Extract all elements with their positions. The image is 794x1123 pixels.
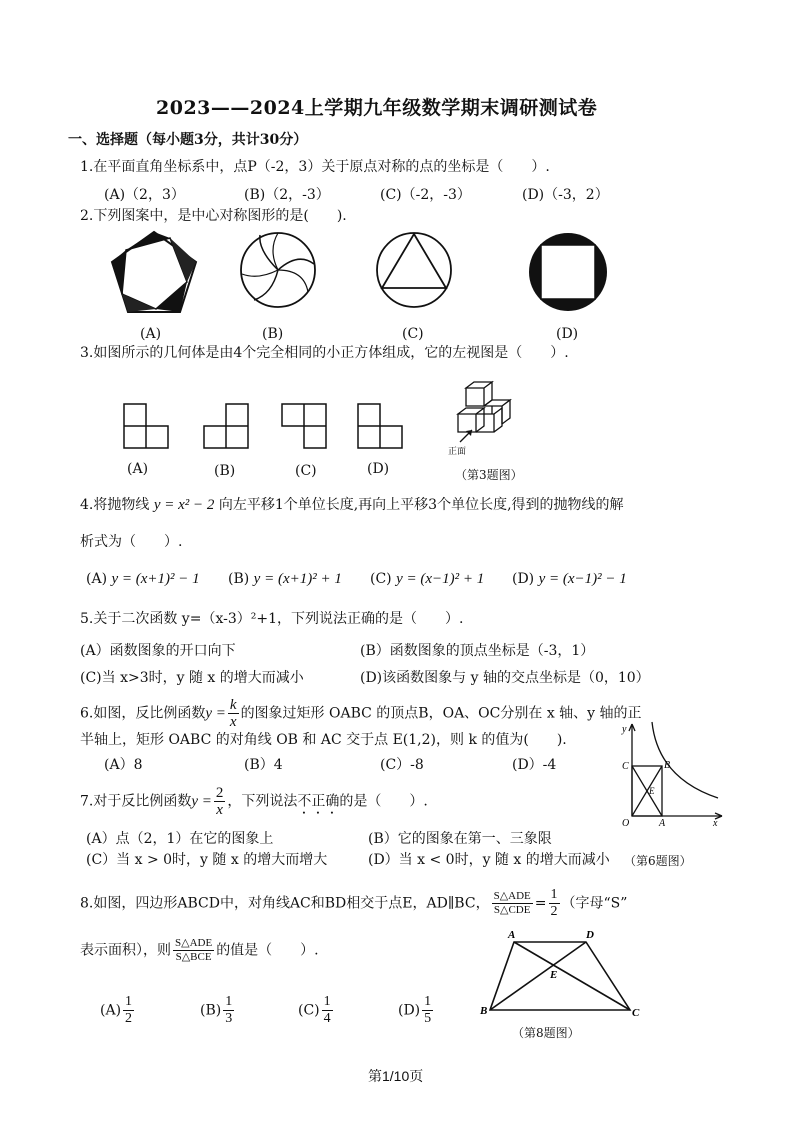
q3-front-label: 正面 [448,447,467,457]
q4-stem-b: 向左平移1个单位长度,再向上平移3个单位长度,得到的抛物线的解 [218,497,624,513]
q2-figure-d [526,230,610,314]
q4-option-b-label: (B) [228,571,250,587]
q4-option-b [228,570,342,588]
q1-stem: 1.在平面直角坐标系中，点P（-2，3）关于原点对称的点的坐标是（ ）. [80,159,550,175]
q6-fig-y: y [622,724,627,735]
q8-ratio2-num: S△ADE [175,937,213,949]
q4-stem-line1 [80,496,624,514]
q6-option-b: (B）4 [244,757,283,773]
q6-fig-b: B [664,760,671,771]
q8-option-c [298,994,335,1027]
q8-option-d [398,994,435,1027]
q4-option-d [512,570,627,588]
q6-frac-num: k [229,697,237,713]
q8-ratio1-den: S△CDE [493,904,531,916]
q8-option-b-den: 3 [225,1011,233,1026]
q3-view-a [122,402,170,450]
q5-stem: 5.关于二次函数 y=（x-3）²+1，下列说法正确的是（ ）. [80,611,464,627]
q6-fig-x: x [713,818,718,829]
q2-label-b: (B) [262,326,284,342]
q4-stem-a: 4.将抛物线 [80,497,150,513]
q3-label-a: (A) [127,461,149,477]
q6-option-c: (C）-8 [380,757,424,773]
q8-stem-b: （字母“S” [561,895,628,912]
q8-stem-line1: 8.如图，四边形ABCD中，对角线AC和BD相交于点E，AD∥BC， $\frac{\text{S△ADE}}{\text{S△CDE}}$ = $\frac{1}{2}$ （字母“S” [80,887,628,919]
q3-view-d [356,402,404,450]
q8-option-c-den: 4 [323,1011,331,1026]
q2-figure-c [374,230,454,310]
q7-stem: 7.对于反比例函数y = $\frac{2}{x}$ ，下列说法不正确的是（ ）. [80,785,428,818]
q4-stem-c: 析式为（ ）. [80,534,183,550]
q2-figure-a [108,228,200,318]
q8-option-b [200,994,236,1027]
q8-option-a-num: 1 [125,994,133,1009]
q8-fig-b: B [480,1005,488,1017]
q6-fig-o: O [622,818,630,829]
q4-option-a-label: (A) [86,571,108,587]
q4-option-d-expr: y = (x−1)² − 1 [538,571,627,587]
q2-stem: 2.下列图案中，是中心对称图形的是( ). [80,208,347,224]
q5-option-d: (D)该函数图象与 y 轴的交点坐标是（0，10） [360,670,650,686]
q8-option-b-label: (B) [200,1002,222,1019]
q4-option-b-expr: y = (x+1)² + 1 [253,571,342,587]
q2-label-d: (D) [556,326,579,342]
q8-option-d-den: 5 [424,1011,432,1026]
q8-caption: （第8题图） [512,1026,580,1040]
q5-option-c: (C)当 x>3时，y 随 x 的增大而减小 [80,670,304,686]
q8-option-b-num: 1 [225,994,233,1009]
q8-ratio1-value-num: 1 [550,887,558,902]
q1-option-b: (B)（2，-3） [244,187,330,203]
q7-option-a: (A）点（2，1）在它的图象上 [86,831,274,847]
q8-stem-c: 表示面积），则 [80,942,171,959]
q8-option-c-num: 1 [323,994,331,1009]
q6-fig-a: A [659,818,666,829]
q8-ratio1-num: S△ADE [493,890,531,902]
q7-frac-den: x [216,802,223,818]
q6-stem-b: 的图象过矩形 OABC 的顶点B，OA、OC分别在 x 轴、y 轴的正 [240,705,642,722]
q6-fig-e: E [649,786,655,796]
page-number: 第1/10页 [368,1068,424,1084]
q5-option-a: (A）函数图象的开口向下 [80,643,236,659]
q4-stem-expr: y = x² − 2 [153,497,215,513]
q6-caption: （第6题图） [624,854,692,868]
q8-option-a-label: (A) [100,1002,122,1019]
q8-ratio1-value-den: 2 [550,904,558,919]
q8-ratio2-den: S△BCE [175,951,212,963]
page-title: 2023——2024上学期九年级数学期末调研测试卷 [156,97,598,119]
q6-figure [618,718,728,830]
q1-option-c: (C)（-2，-3） [380,187,471,203]
q3-view-b [202,402,250,450]
q8-option-c-label: (C) [298,1002,320,1019]
q8-ratio1 [492,890,533,917]
q6-fig-c: C [622,761,629,772]
q8-figure [478,928,648,1020]
q6-stem-c: 半轴上，矩形 OABC 的对角线 OB 和 AC 交于点 E(1,2)，则 k 的值为( ). [80,732,567,748]
section-heading: 一、选择题（每小题3分，共计30分） [68,132,308,148]
q2-figure-b [238,230,318,310]
q7-fraction [214,785,226,818]
q8-ratio1-value [549,887,560,920]
q8-fig-e: E [550,969,558,981]
q5-option-b: (B）函数图象的顶点坐标是（-3，1） [360,643,595,659]
q1-option-d: (D)（-3，2） [522,187,609,203]
q7-option-d: (D）当 x < 0时，y 随 x 的增大而减小 [368,852,610,868]
q4-option-d-label: (D) [512,571,535,587]
q8-fig-c: C [632,1007,640,1019]
q2-label-a: (A) [140,326,162,342]
q3-solid-figure [448,380,524,448]
q8-ratio2 [173,937,214,964]
q3-view-c [280,402,328,450]
q4-option-c-label: (C) [370,571,392,587]
q8-fig-a: A [508,929,516,941]
q8-stem-d: 的值是（ ）. [216,942,319,959]
q7-option-b: (B）它的图象在第一、三象限 [368,831,552,847]
q6-option-a: (A）8 [104,757,143,773]
q2-label-c: (C) [402,326,424,342]
q8-option-a [100,994,136,1027]
q3-label-c: (C) [295,463,317,479]
q8-fig-d: D [586,929,594,941]
q6-stem-line1: 6.如图，反比例函数y = $\frac{k}{x}$ 的图象过矩形 OABC 的顶点B，OA、OC分别在 x 轴、y 轴的正 [80,697,642,730]
q7-stem-a: 7.对于反比例函数 [80,793,192,810]
q8-option-a-den: 2 [125,1011,133,1026]
q8-stem-a: 8.如图，四边形ABCD中，对角线AC和BD相交于点E，AD∥BC， [80,895,490,912]
q3-stem: 3.如图所示的几何体是由4个完全相同的小正方体组成，它的左视图是（ ）. [80,345,569,361]
q7-stem-b: ，下列说法 [227,793,298,810]
q7-stem-c: 的是（ ）. [339,793,428,810]
q8-option-d-num: 1 [424,994,432,1009]
q6-option-d: (D）-4 [512,757,557,773]
q1-option-a: (A)（2，3） [104,187,185,203]
q7-stem-emphasis: 不正确 [297,793,340,810]
q4-option-c-expr: y = (x−1)² + 1 [396,571,485,587]
q4-option-c [370,570,484,588]
q6-frac-den: x [229,714,237,730]
q3-caption: （第3题图） [455,468,523,482]
q4-option-a-expr: y = (x+1)² − 1 [111,571,200,587]
q4-option-a [86,570,200,588]
q6-fraction [228,697,239,730]
q8-stem-line2 [80,937,319,964]
q3-label-b: (B) [214,463,236,479]
q6-stem-a: 6.如图，反比例函数 [80,705,206,722]
q3-label-d: (D) [367,461,390,477]
q7-option-c: (C）当 x > 0时，y 随 x 的增大而增大 [86,852,328,868]
q8-option-d-label: (D) [398,1002,421,1019]
q7-frac-num: 2 [215,785,224,801]
